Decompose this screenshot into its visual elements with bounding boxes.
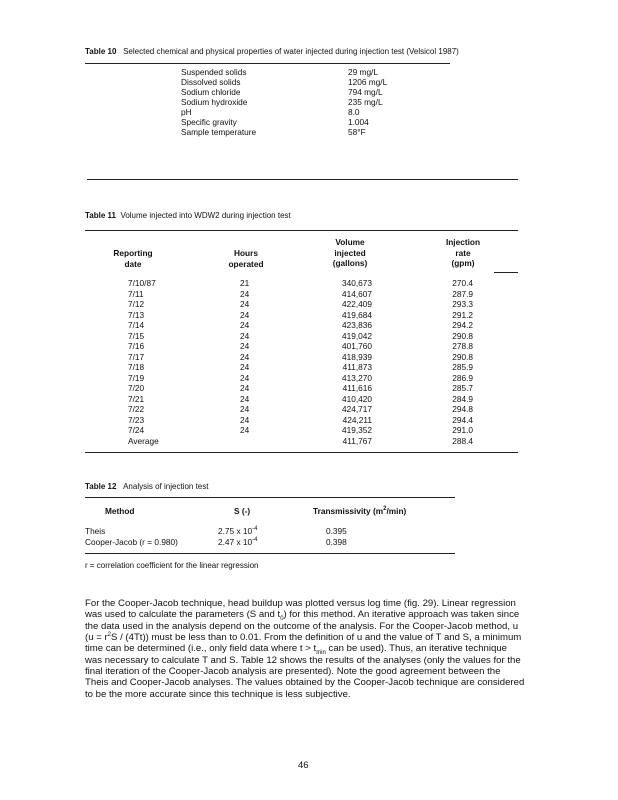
- table-row: [0, 404, 618, 415]
- volume-cell: 424,211: [342, 414, 372, 425]
- volume-cell: 418,939: [342, 351, 372, 362]
- table11-body: [0, 278, 618, 436]
- property-name: Suspended solids: [181, 67, 247, 77]
- table-row: [0, 289, 618, 300]
- date-cell: 7/11: [128, 288, 144, 299]
- table-row: [181, 97, 383, 107]
- hours-cell: 24: [240, 393, 250, 404]
- rate-cell: 285.9: [452, 362, 473, 372]
- date-cell: 7/19: [128, 372, 145, 383]
- transmissivity-cell: 0.398: [326, 537, 347, 547]
- table-row: [181, 117, 369, 127]
- table-row: [0, 278, 618, 289]
- volume-cell: 410,420: [342, 393, 372, 404]
- rate-cell: 270.4: [452, 278, 473, 288]
- header-volume-injected: Volume injected (gallons): [332, 237, 368, 269]
- header-injection-rate: Injection rate (gpm): [445, 237, 481, 269]
- date-cell: 7/24: [128, 425, 145, 435]
- volume-cell: 419,042: [342, 330, 372, 341]
- hours-cell: 24: [240, 309, 250, 320]
- rate-cell: 290.8: [452, 351, 473, 362]
- property-name: Specific gravity: [181, 117, 237, 127]
- table10-caption-text: Selected chemical and physical properties of water injected during injection test (Velsicol 1987): [123, 47, 459, 56]
- average-rate: 288.4: [452, 436, 473, 446]
- table-row: [181, 77, 388, 87]
- hours-cell: 24: [240, 383, 250, 393]
- volume-cell: 413,270: [342, 372, 372, 383]
- table11-bottom-rule: [85, 452, 518, 453]
- table11-top-rule: [85, 230, 518, 231]
- rate-cell: 287.9: [452, 288, 473, 299]
- hours-cell: 21: [240, 278, 250, 288]
- date-cell: 7/18: [128, 362, 145, 372]
- table-row: [0, 299, 618, 310]
- method-cell: Theis: [85, 526, 106, 536]
- table-row: [0, 331, 618, 342]
- table-row: [0, 320, 618, 331]
- table-row: [0, 373, 618, 384]
- table-row: [0, 341, 618, 352]
- table-row: [181, 127, 366, 137]
- table11-label: Table 11: [85, 211, 116, 220]
- date-cell: 7/22: [128, 404, 145, 414]
- table12-caption: [85, 482, 208, 491]
- volume-cell: 401,760: [342, 341, 372, 351]
- body-paragraph: For the Cooper-Jacob technique, head buildup was plotted versus log time (fig. 29). Linear regression was used to calculate the parameters (S and $t_0$) for this method. An iterative approach was taken since the data used in the analysis depend on the outcome of the analysis. For the Cooper-Jacob method, u $(u = r^2S / (4Tt))$ must be less than to 0.01. From the definition of u and the value of T and S, a minimum time can be determined (i.e., only field data where $t > t_{min}$ can be used). Thus, an iterative technique was necessary to calculate T and S. Table 12 shows the results of the analyses (only the values for the final iteration of the Cooper-Jacob analysis are presented). Note the good agreement between the Theis and Cooper-Jacob analyses. The values obtained by the Cooper-Jacob technique are considered to be the more accurate since this technique is less subjective.: [85, 598, 525, 700]
- hours-cell: 24: [240, 288, 250, 299]
- header-s: S (-): [234, 506, 251, 516]
- rate-cell: 294.4: [452, 414, 473, 425]
- rate-cell: 278.8: [452, 341, 473, 351]
- property-name: Sample temperature: [181, 127, 257, 137]
- table11-caption-text: Volume injected into WDW2 during injection test: [120, 211, 291, 220]
- property-name: Sodium chloride: [181, 87, 241, 97]
- volume-cell: 424,717: [342, 404, 372, 414]
- table-row: [0, 537, 500, 548]
- table-row: [0, 383, 618, 394]
- property-name: Sodium hydroxide: [181, 97, 248, 107]
- volume-cell: 414,607: [342, 288, 372, 299]
- hours-cell: 24: [240, 362, 250, 372]
- transmissivity-cell: 0.395: [326, 526, 347, 536]
- rate-cell: 286.9: [452, 372, 473, 383]
- volume-cell: 419,352: [342, 425, 372, 435]
- table10-bottom-rule: [87, 179, 518, 180]
- table12-top-rule: [85, 497, 455, 498]
- s-cell: 2.47 x $10^{-4}$: [218, 537, 258, 547]
- table-row: [181, 67, 378, 77]
- date-cell: 7/10/87: [128, 278, 156, 288]
- header-method: Method: [105, 506, 135, 516]
- hours-cell: 24: [240, 320, 250, 330]
- date-cell: 7/15: [128, 330, 145, 341]
- volume-cell: 423,836: [342, 320, 372, 330]
- table10-top-rule: [85, 63, 450, 64]
- table-row: [0, 352, 618, 363]
- rate-cell: 291.0: [452, 425, 473, 435]
- table-row: [0, 362, 618, 373]
- property-value: 58°F: [348, 127, 366, 137]
- hours-cell: 24: [240, 299, 250, 309]
- volume-cell: 411,873: [342, 362, 372, 372]
- hours-cell: 24: [240, 341, 250, 351]
- table10-caption: [85, 47, 459, 56]
- volume-cell: 411,616: [342, 383, 372, 393]
- property-name: Dissolved solids: [181, 77, 241, 87]
- method-cell: Cooper-Jacob (r = 0.980): [85, 537, 178, 547]
- table12-caption-text: Analysis of injection test: [123, 482, 209, 491]
- hours-cell: 24: [240, 404, 250, 414]
- table-row: [0, 394, 618, 405]
- table10-label: Table 10: [85, 47, 117, 56]
- hours-cell: 24: [240, 425, 250, 435]
- table-row: [0, 310, 618, 321]
- property-value: 794 mg/L: [348, 87, 383, 97]
- property-value: 1206 mg/L: [348, 77, 388, 87]
- average-volume: 411,767: [342, 436, 372, 446]
- average-label: Average: [128, 436, 159, 446]
- hours-cell: 24: [240, 330, 250, 341]
- rate-cell: 290.8: [452, 330, 473, 341]
- table10-body: [181, 67, 388, 137]
- header-rule: [494, 272, 518, 273]
- table12-bottom-rule: [85, 553, 455, 554]
- table12-footnote: r = correlation coefficient for the linear regression: [85, 561, 259, 570]
- property-name: pH: [181, 107, 192, 117]
- rate-cell: 291.2: [452, 309, 473, 320]
- table-row: [181, 87, 383, 97]
- header-hours-operated: Hours operated: [228, 248, 264, 269]
- table12-label: Table 12: [85, 482, 117, 491]
- date-cell: 7/14: [128, 320, 145, 330]
- header-reporting-date: Reporting date: [113, 248, 153, 269]
- page-number: 46: [298, 760, 309, 771]
- date-cell: 7/20: [128, 383, 145, 393]
- hours-cell: 24: [240, 351, 250, 362]
- date-cell: 7/23: [128, 414, 145, 425]
- table12-body: [0, 526, 500, 548]
- date-cell: 7/13: [128, 309, 145, 320]
- rate-cell: 294.2: [452, 320, 473, 330]
- volume-cell: 419,684: [342, 309, 372, 320]
- date-cell: 7/12: [128, 299, 145, 309]
- property-value: 235 mg/L: [348, 97, 383, 107]
- date-cell: 7/21: [128, 393, 145, 404]
- table-row: [181, 107, 360, 117]
- rate-cell: 293.3: [452, 299, 473, 309]
- table-row: [0, 425, 618, 436]
- volume-cell: 340,673: [342, 278, 372, 288]
- rate-cell: 294.8: [452, 404, 473, 414]
- table-row: [0, 415, 618, 426]
- property-value: 29 mg/L: [348, 67, 378, 77]
- property-value: 8.0: [348, 107, 360, 117]
- volume-cell: 422,409: [342, 299, 372, 309]
- header-transmissivity: Transmissivity $(m^2/\min)$: [313, 506, 407, 516]
- hours-cell: 24: [240, 372, 250, 383]
- date-cell: 7/17: [128, 351, 145, 362]
- table11-caption: [85, 211, 291, 220]
- date-cell: 7/16: [128, 341, 145, 351]
- rate-cell: 284.9: [452, 393, 473, 404]
- hours-cell: 24: [240, 414, 250, 425]
- table-row: [0, 526, 500, 537]
- s-cell: 2.75 x $10^{-4}$: [218, 526, 258, 536]
- property-value: 1.004: [348, 117, 369, 127]
- rate-cell: 285.7: [452, 383, 473, 393]
